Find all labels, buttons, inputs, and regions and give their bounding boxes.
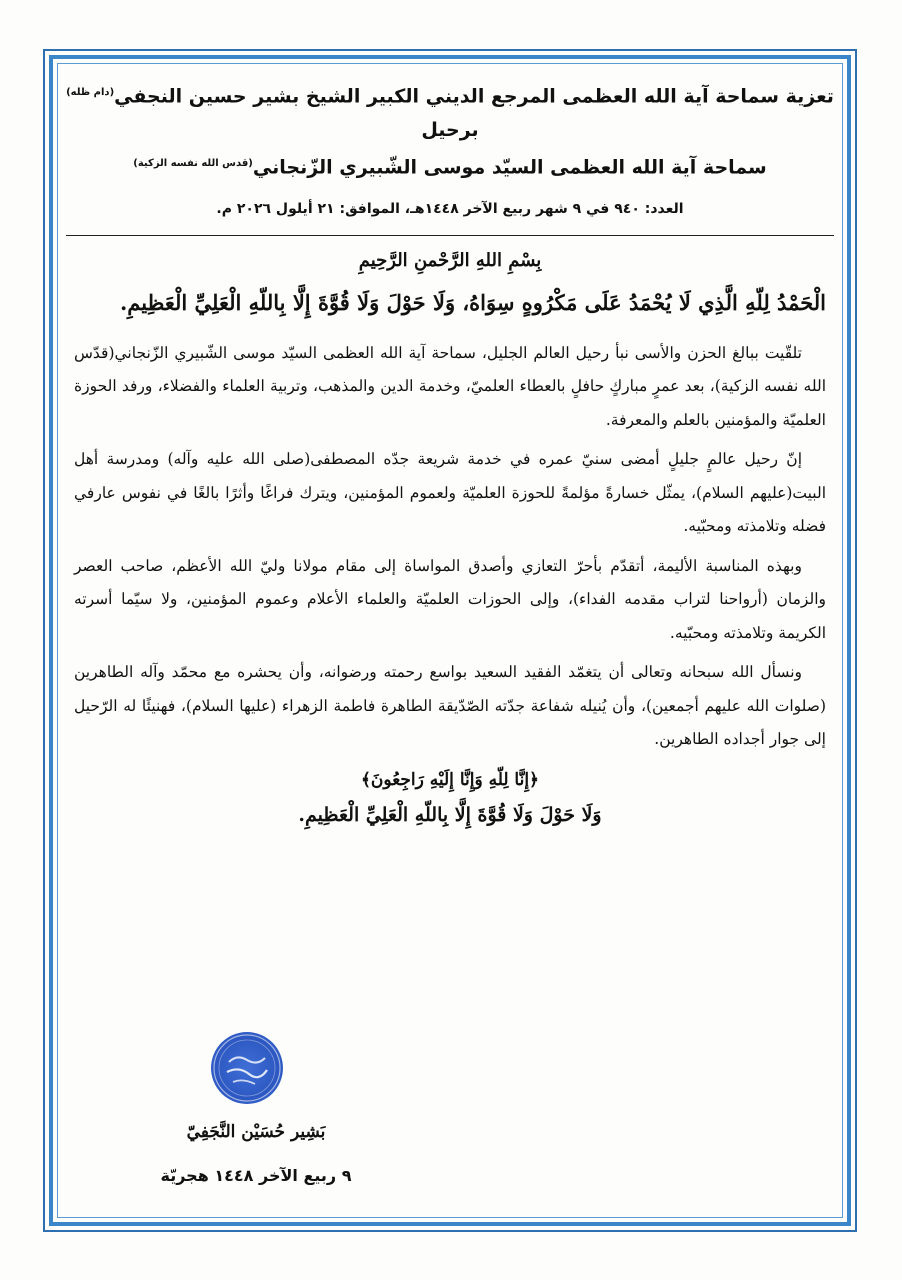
issue-number-line: العدد: ٩٤٠ في ٩ شهر ربيع الآخر ١٤٤٨هـ، الموافق: ٢١ أيلول ٢٠٢٦ م.	[216, 200, 684, 217]
seal-stamp-icon	[211, 1032, 283, 1104]
title-line-2-honorific: (قدس الله نفسه الزكية)	[133, 158, 253, 170]
document-page	[66, 72, 834, 1208]
basmala: بِسْمِ اللهِ الرَّحْمنِ الرَّحِيمِ	[358, 249, 542, 271]
signature-name: بَشِير حُسَيْن النَّجَفِيّ	[186, 1122, 326, 1142]
quran-verse: ﴿إِنَّا لِلّهِ وَإِنَّا إِلَيْهِ رَاجِعُونَ﴾	[360, 769, 540, 790]
title-line-1	[66, 76, 834, 147]
paragraph-2: إنّ رحيل عالمٍ جليلٍ أمضى سنيّ عمره في خدمة شريعة جدّه المصطفى(صلى الله عليه وآله) ومدرسة أهل البيت(عليهم السلام)، يمثّل خسارةً مؤلمةً للحوزة العلميّة ولعموم المؤمنين، ويترك فراغًا وأثرًا بالغًا في نفوس عارفي فضله وتلامذته ومحبّيه.	[74, 450, 826, 536]
title-line-1-text: تعزية سماحة آية الله العظمى المرجع الديني الكبير الشيخ بشير حسين النجفي	[114, 85, 834, 108]
opening-praise: الْحَمْدُ لِلّهِ الَّذِي لَا يُحْمَدُ عَلَى مَكْرُوهٍ سِوَاهُ، وَلَا حَوْلَ وَلَا قُوَّةَ إِلَّا بِاللّهِ الْعَلِيِّ الْعَظِيمِ.	[120, 289, 826, 315]
signature-date: ٩ ربيع الآخر ١٤٤٨ هجريّة	[160, 1166, 352, 1185]
seal-stamp-graphic	[211, 1032, 283, 1104]
title-line-1-honorific: (دام ظله)	[66, 87, 115, 98]
document-title	[66, 76, 834, 185]
paragraph-1: تلقّيت ببالغ الحزن والأسى نبأ رحيل العالم الجليل، سماحة آية الله العظمى السيّد موسى الشّبيري الزّنجاني(قدّس الله نفسه الزكية)، بعد عمرٍ مباركٍ حافلٍ بالعطاء العلميّ، وخدمة الدين والمذهب، وتربية العلماء والفضلاء، ورفد الحوزة العلميّة والمؤمنين بالعلم والمعرفة.	[74, 343, 826, 429]
header-divider	[66, 235, 834, 236]
title-line-2	[66, 147, 834, 184]
paragraph-3: وبهذه المناسبة الأليمة، أتقدّم بأحرّ التعازي وأصدق المواساة إلى مقام مولانا وليّ الله الأعظم، صاحب العصر والزمان (أرواحنا لتراب مقدمه الفداء)، وإلى الحوزات العلميّة والعلماء الأعلام وعموم المؤمنين، ولا سيّما أسرته الكريمة وتلامذته ومحبّيه.	[74, 556, 826, 642]
title-line-1-end: برحيل	[421, 119, 479, 142]
closing-phrase: وَلَا حَوْلَ وَلَا قُوَّةَ إِلَّا بِاللّهِ الْعَلِيِّ الْعَظِيمِ.	[298, 803, 602, 826]
paragraph-4: ونسأل الله سبحانه وتعالى أن يتغمّد الفقيد السعيد بواسع رحمته ورضوانه، وأن يحشره مع محمّد وآله الطاهرين (صلوات الله عليهم أجمعين)، وأن يُنيله شفاعة جدّته الصّدّيقة الطاهرة فاطمة الزهراء (عليها السلام)، فهنيئًا له الرّحيل إلى جوار أجداده الطاهرين.	[74, 663, 826, 749]
title-line-2-text: سماحة آية الله العظمى السيّد موسى الشّبيري الزّنجاني	[252, 156, 767, 179]
